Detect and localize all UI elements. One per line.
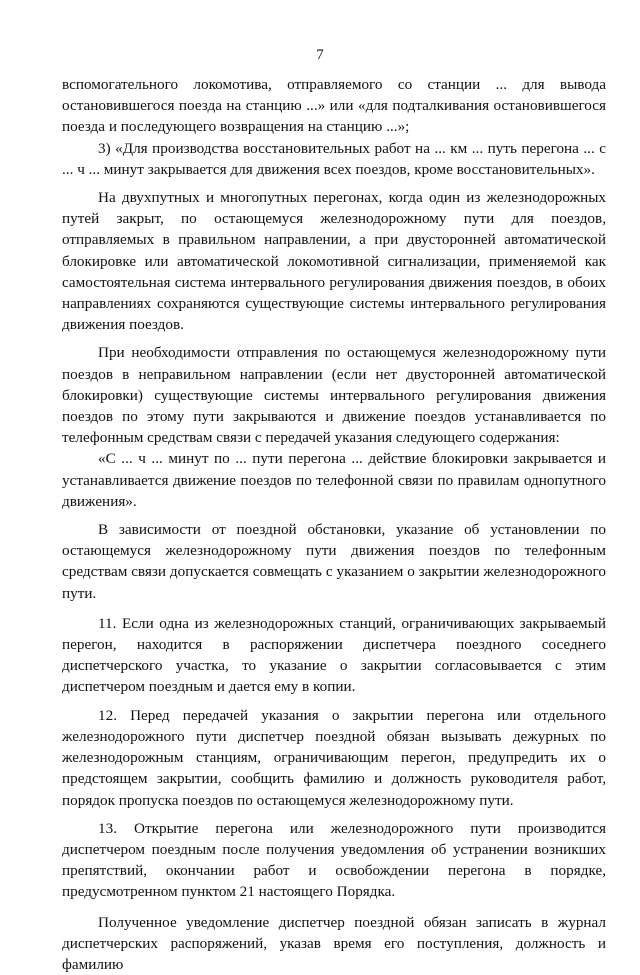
paragraph-item-11: 11. Если одна из железнодорожных станций, ограничивающих закрываемый перегон, находится в распоряжении диспетчера поездного соседнего диспетчерского участка, то указание о закрытии согласовывается с этим диспетчером поездным и дается ему в копии. — [62, 614, 606, 696]
paragraph-notification: Полученное уведомление диспетчер поездной обязан записать в журнал диспетчерских распоряжений, указав время его поступления, должность и фамилию — [62, 913, 606, 973]
paragraph-item-13: 13. Открытие перегона или железнодорожного пути производится диспетчером поездным после получения уведомления об устранении возникших препятствий, окончании работ и освобождении перегона в порядке, предусмотренном пунктом 21 настоящего Порядка. — [62, 819, 606, 901]
paragraph-item-3: 3) «Для производства восстановительных работ на ... км ... путь перегона ... с ... ч ... минут закрывается для движения всех поездов, кроме восстановительных». — [62, 139, 606, 178]
document-body — [62, 74, 606, 975]
paragraph-wrong-direction: При необходимости отправления по остающемуся железнодорожному пути поездов в неправильном направлении (если нет двусторонней автоматической блокировки) существующие системы интервального регулирования движения поездов по этому пути закрываются и движение поездов устанавливается по телефонным средствам связи с передачей указания следующего содержания: — [62, 344, 606, 447]
paragraph-item-12: 12. Перед передачей указания о закрытии перегона или отдельного железнодорожного пути диспетчер поездной обязан вызывать дежурных по железнодорожным станциям, ограничивающим перегон, предупредить их о предстоящем закрытии, сообщить фамилию и должность руководителя работ, порядок пропуска поездов по остающемуся железнодорожному пути. — [62, 706, 606, 809]
paragraph-double-track: На двухпутных и многопутных перегонах, когда один из железнодорожных путей закрыт, по остающемуся железнодорожному пути для поездов, отправляемых в правильном направлении, а при двусторонней автоматической блокировке или автоматической локомотивной сигнализации, применяемой как самостоятельная система интервального регулирования движения поездов, в обоих направлениях сохраняются существующие системы интервального регулирования движения поездов. — [62, 189, 606, 334]
paragraph-continuation: вспомогательного локомотива, отправляемого со станции ... для вывода остановившегося поезда на станцию ...» или «для подталкивания остановившегося поезда и последующего возвращения на станцию ...»; — [62, 76, 606, 136]
paragraph-quoted-instruction: «С ... ч ... минут по ... пути перегона ... действие блокировки закрывается и устанавливается движение поездов по телефонной связи по правилам однопутного движения». — [62, 450, 606, 510]
paragraph-combined-instruction: В зависимости от поездной обстановки, указание об установлении по остающемуся железнодорожному пути движения поездов по телефонным средствам связи допускается совмещать с указанием о закрытии железнодорожного пути. — [62, 521, 606, 602]
page-number: 7 — [316, 47, 324, 63]
